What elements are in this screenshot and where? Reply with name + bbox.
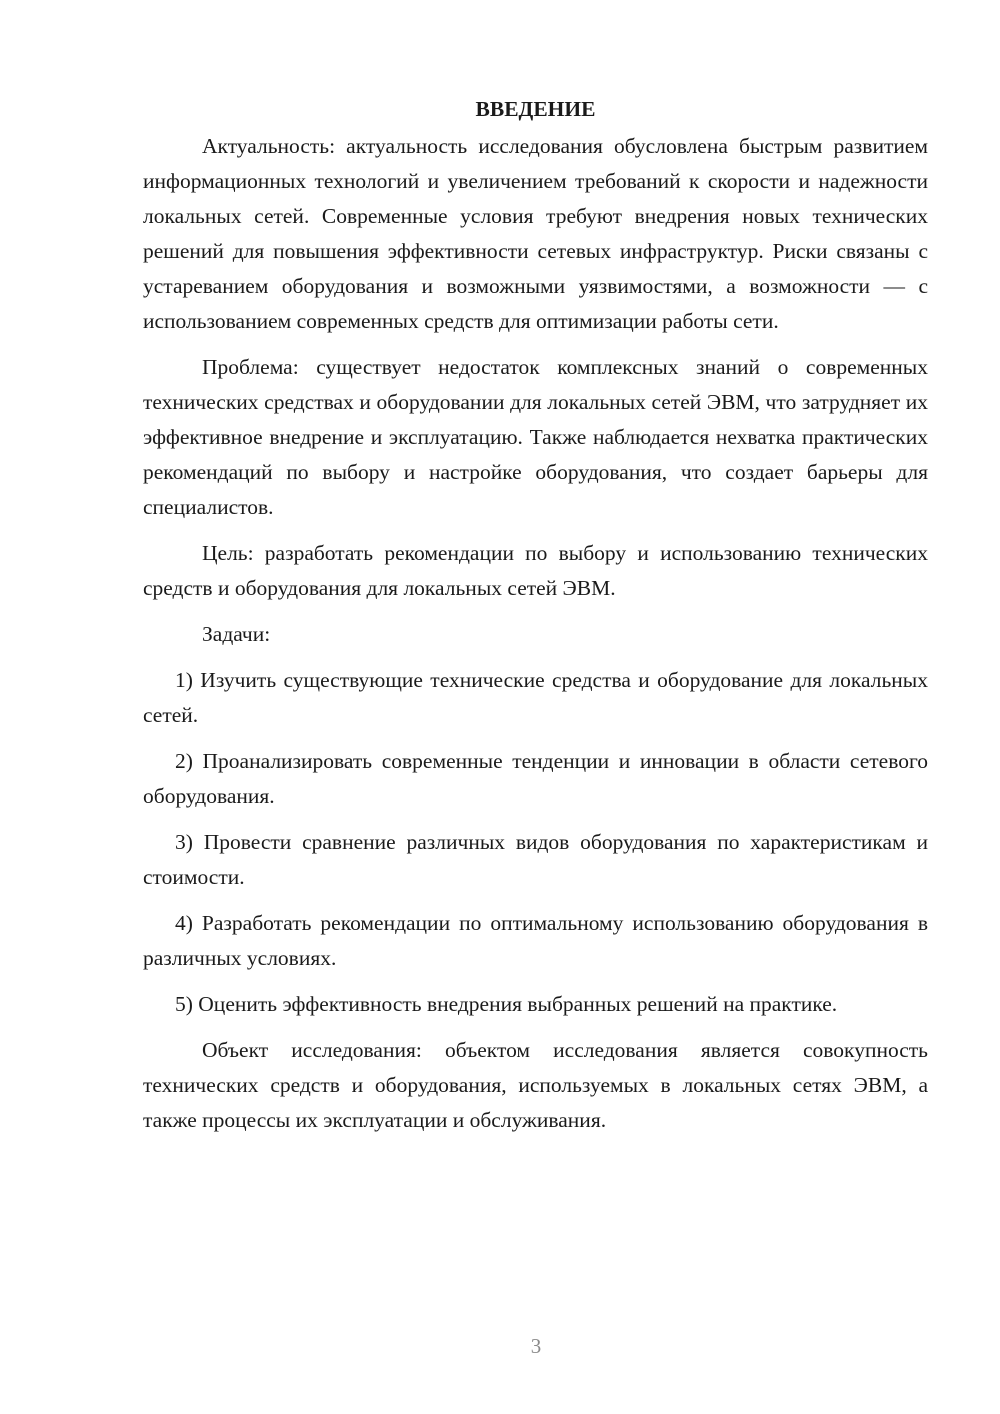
- task-item: 4) Разработать рекомендации по оптимальному использованию оборудования в различных условиях.: [143, 911, 928, 970]
- goal-paragraph: Цель: разработать рекомендации по выбору и использованию технических средств и оборудования для локальных сетей ЭВМ.: [143, 541, 928, 600]
- object-paragraph: Объект исследования: объектом исследования является совокупность технических средств и оборудования, используемых в локальных сетях ЭВМ, а также процессы их эксплуатации и обслуживания.: [143, 1038, 928, 1132]
- relevance-paragraph: Актуальность: актуальность исследования обусловлена быстрым развитием информационных технологий и увеличением требований к скорости и надежности локальных сетей. Современные условия требуют внедрения новых технических решений для повышения эффективности сетевых инфраструктур. Риски связаны с устареванием оборудования и возможными уязвимостями, а возможности — с использованием современных средств для оптимизации работы сети.: [143, 134, 928, 333]
- problem-paragraph: Проблема: существует недостаток комплексных знаний о современных технических средствах и оборудовании для локальных сетей ЭВМ, что затрудняет их эффективное внедрение и эксплуатацию. Также наблюдается нехватка практических рекомендаций по выбору и настройке оборудования, что создает барьеры для специалистов.: [143, 355, 928, 519]
- page-content: [143, 92, 928, 1149]
- task-item: 3) Провести сравнение различных видов оборудования по характеристикам и стоимости.: [143, 830, 928, 889]
- task-item: 1) Изучить существующие технические средства и оборудование для локальных сетей.: [143, 668, 928, 727]
- task-item: 5) Оценить эффективность внедрения выбранных решений на практике.: [175, 992, 838, 1016]
- page-number: 3: [530, 1334, 542, 1358]
- section-heading: ВВЕДЕНИЕ: [475, 97, 596, 121]
- task-item: 2) Проанализировать современные тенденции и инновации в области сетевого оборудования.: [143, 749, 928, 808]
- tasks-label: Задачи:: [202, 622, 271, 646]
